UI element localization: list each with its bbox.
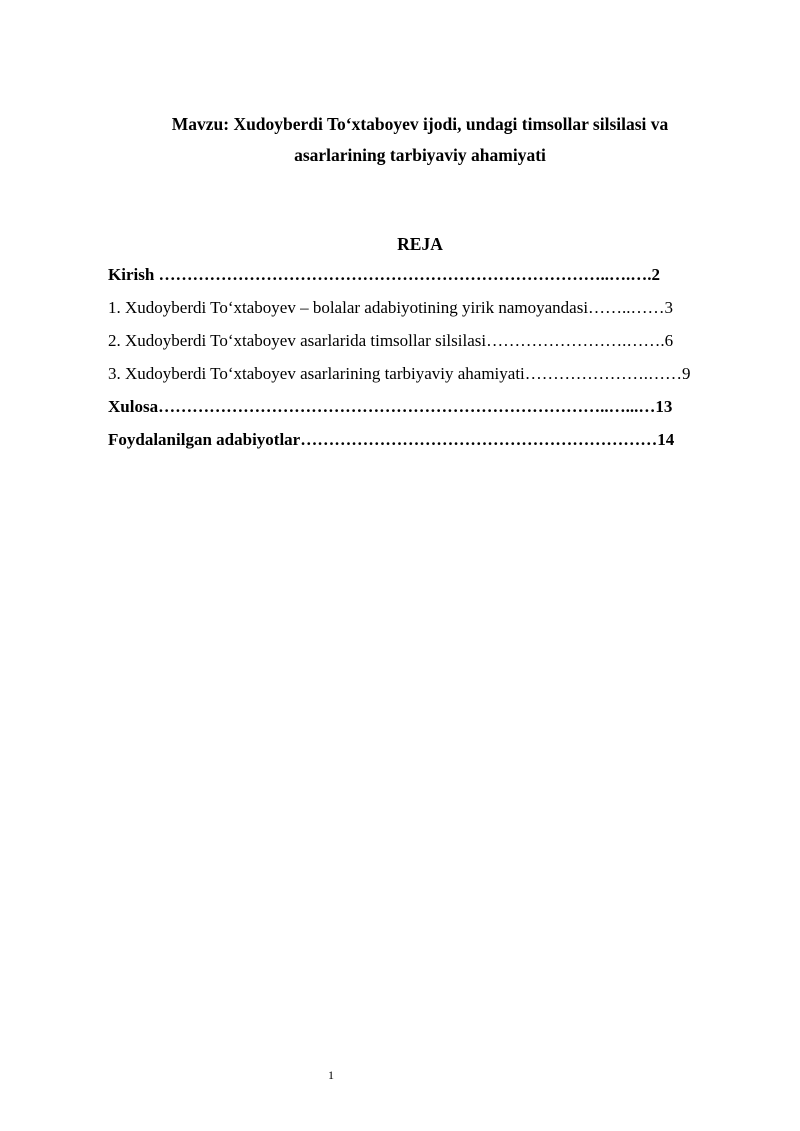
toc-entry-chapter-1: 1. Xudoyberdi To‘xtaboyev – bolalar adabiyotining yirik namoyandasi……..……3: [108, 298, 674, 317]
toc-entry-chapter-3: 3. Xudoyberdi To‘xtaboyev asarlarining tarbiyaviy ahamiyati………………….……9: [108, 364, 691, 383]
toc-entry-introduction: Kirish ……………………………………………………………………..….….2: [108, 265, 661, 284]
plan-heading: REJA: [397, 234, 443, 254]
document-title-line-1: Mavzu: Xudoyberdi To‘xtaboyev ijodi, undagi timsollar silsilasi va: [171, 114, 669, 134]
toc-entry-conclusion: Xulosa……………………………………………………………………..…...…13: [108, 397, 673, 416]
toc-entry-chapter-2: 2. Xudoyberdi To‘xtaboyev asarlarida timsollar silsilasi…………………….…….6: [108, 331, 674, 350]
document-title-line-2: asarlarining tarbiyaviy ahamiyati: [294, 145, 546, 165]
page-number: 1: [328, 1068, 334, 1082]
toc-entry-references: Foydalanilgan adabiyotlar………………………………………………………14: [108, 430, 675, 449]
